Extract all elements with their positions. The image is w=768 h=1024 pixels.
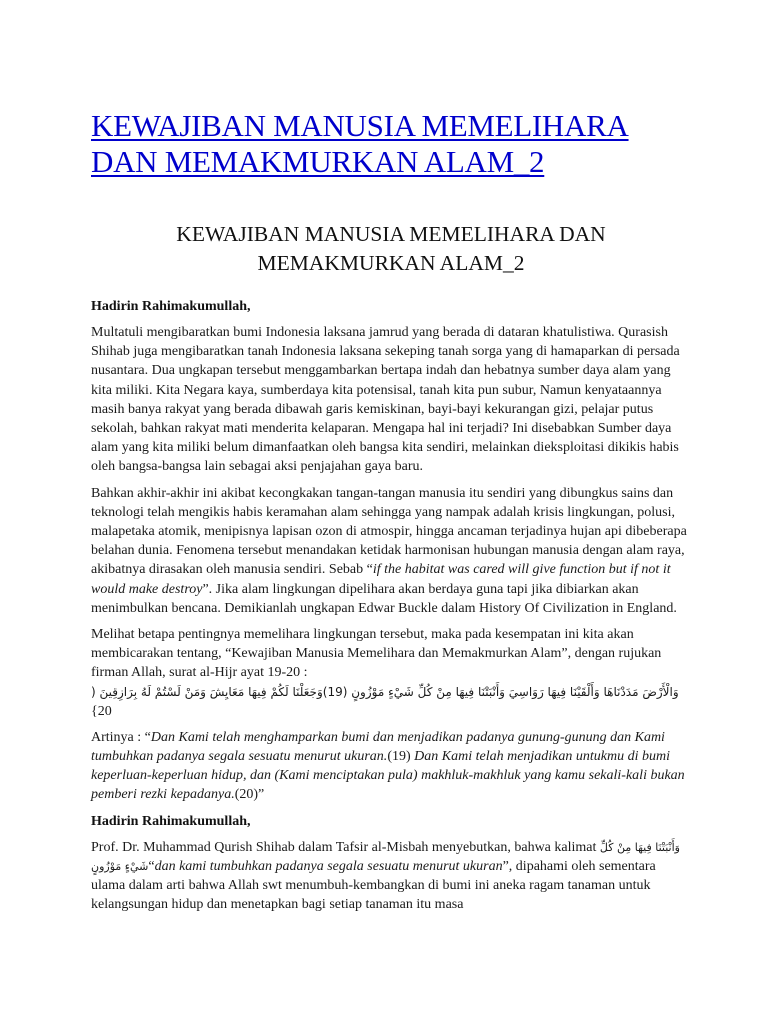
paragraph-environment-text-b: ”. Jika alam lingkungan dipelihara akan berdaya guna tapi jika dibiarkan akan menimbulkan bencana. Demikianlah ungkapan Edwar Buckle dalam History Of Civilization in England. bbox=[91, 581, 677, 616]
greeting-heading: Hadirin Rahimakumullah, bbox=[91, 299, 251, 314]
paragraph-intro: Multatuli mengibaratkan bumi Indonesia laksana jamrud yang berada di dataran khatulistiwa. Qurasish Shihab juga mengibaratkan tanah Indonesia laksana sekeping tanah sorga yang di hamaparkan di persada nusantara. Dua ungkapan tersebut menggambarkan bertapa indah dan hebatnya sumber daya alam yang kita miliki. Kita Negara kaya, sumberdaya kita potensisal, tanah kita pun subur, Namun kenyataannya masih banya rakyat yang berada dibawah garis kemiskinan, bayi-bayi kekurangan gizi, pelajar putus sekolah, bahkan rakyat mati menderita kelaparan. Mengapa hal ini terjadi? Ini disebabkan Sumber daya alam yang kita miliki belum dimanfaatkan oleh bangsa kita sendiri, melainkan dieksploitasi dikikis habis oleh bangsa-bangsa lain sebagai aksi penjajahan gaya baru. bbox=[91, 325, 680, 475]
translation-verse-19: Dan Kami telah menghamparkan bumi dan menjadikan padanya gunung-gunung dan Kami tumbuhkan padanya segala sesuatu menurut ukuran. bbox=[91, 729, 665, 765]
translation-label: Artinya : “ bbox=[91, 729, 151, 745]
verse-number-20: (20)” bbox=[234, 787, 265, 803]
article-heading bbox=[81, 220, 701, 278]
arabic-inline-2: فِيهَا مِنْ كُلِّ شَيْءٍ مَوْزُونٍ bbox=[91, 840, 652, 873]
heading-line-2: MEMAKMURKAN ALAM_2 bbox=[257, 251, 525, 275]
arabic-verse: وَالْأَرْضَ مَدَدْنَاهَا وَأَلْقَيْنَا فِيهَا رَوَاسِيَ وَأَنْبَتْنَا فِيهَا مِنْ كُلِّ شَيْءٍ مَوْزُونٍ (19)وَجَعَلْنَا لَكُمْ فِيهَا مَعَايِشَ وَمَنْ لَسْتُمْ لَهُ بِرَازِقِينَ ( bbox=[91, 684, 679, 699]
arabic-verse-end: {20 bbox=[91, 703, 112, 719]
translation-verse-20: Dan Kami telah menjadikan untukmu di bumi keperluan-keperluan hidup, dan (Kami menciptakan pula) makhluk-makhluk yang kamu sekali-kali bukan pemberi rezki kepadanya. bbox=[91, 749, 685, 803]
paragraph-tafsir-text-b: ”, dipahami oleh sementara ulama dalam arti bahwa Allah swt menumbuh-kembangkan di bumi ini aneka ragam tanaman untuk kelangsungan hidup dan menetapkan bagi setiap tanaman itu masa bbox=[91, 858, 656, 913]
title-line-1[interactable]: KEWAJIBAN MANUSIA MEMELIHARA bbox=[91, 108, 629, 143]
paragraph-tafsir bbox=[91, 838, 691, 915]
greeting-heading-2: Hadirin Rahimakumullah, bbox=[91, 813, 251, 829]
verse-number-19: (19) bbox=[387, 749, 415, 765]
heading-line-1: KEWAJIBAN MANUSIA MEMELIHARA DAN bbox=[176, 222, 606, 246]
paragraph-environment-text-a: Bahkan akhir-akhir ini akibat kecongkakan tangan-tangan manusia itu sendiri yang dibungkus sains dan teknologi telah mengikis habis keramahan alam sehingga yang nampak adalah krisis lingkungan, polusi, malapetaka atomik, menipisnya lapisan ozon di atmospir, hingga ancaman terjadinya hujan api dibeberapa belahan dunia. Fenomena tersebut menandakan ketidak harmonisan hubungan manusia dengan alam raya, akibatnya dirasakan oleh manusia sendiri. Sebab “ bbox=[91, 485, 687, 578]
translation-paragraph bbox=[91, 728, 691, 805]
tafsir-quote: dan kami tumbuhkan padanya segala sesuatu menurut ukuran bbox=[154, 858, 503, 874]
english-quote: if the habitat was cared will give function but if not it would make destroy bbox=[91, 562, 671, 597]
paragraph-tafsir-text-a: Prof. Dr. Muhammad Qurish Shihab dalam Tafsir al-Misbah menyebutkan, bahwa kalimat bbox=[91, 839, 600, 855]
arabic-inline-1: وَأَنْبَتْنَا bbox=[655, 840, 680, 854]
document-page bbox=[91, 108, 691, 914]
quote-open: “ bbox=[148, 858, 155, 874]
title-line-2[interactable]: DAN MEMAKMURKAN ALAM_2 bbox=[91, 144, 545, 179]
paragraph-reference: Melihat betapa pentingnya memelihara lingkungan tersebut, maka pada kesempatan ini kita akan membicarakan tentang, “Kewajiban Manusia Memelihara dan Memakmurkan Alam”, dengan rujukan firman Allah, surat al-Hijr ayat 19-20 : bbox=[91, 627, 662, 681]
document-title-link[interactable] bbox=[91, 108, 691, 180]
paragraph-environment bbox=[91, 484, 691, 618]
